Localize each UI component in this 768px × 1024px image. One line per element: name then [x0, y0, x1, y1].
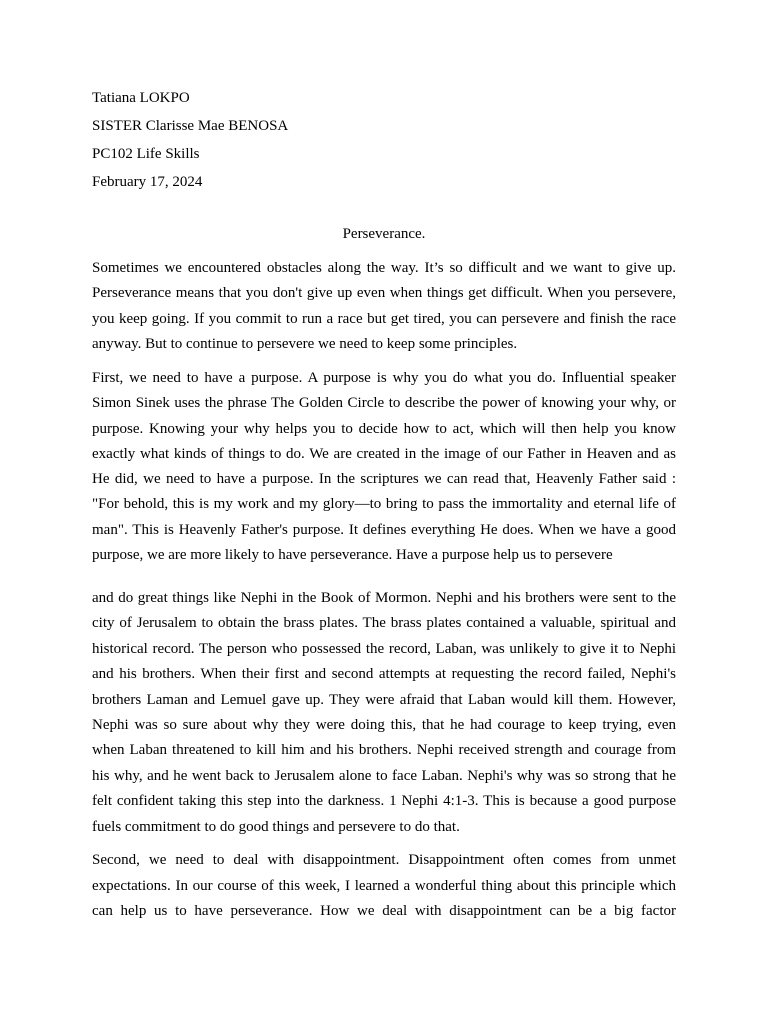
document-date: February 17, 2024 — [92, 174, 203, 190]
body-paragraph-3: and do great things like Nephi in the Book of Mormon. Nephi and his brothers were sent to the city of Jerusalem to obtain the brass plates. The brass plates contained a valuable, spiritual and historical record. The person who possessed the record, Laban, was unlikely to give it to Nephi and his brothers. When their first and second attempts at requesting the record failed, Nephi's brothers Laman and Lemuel gave up. They were afraid that Laban would kill them. However, Nephi was so sure about why they were doing this, that he had courage to keep trying, even when Laban threatened to kill him and his brothers. Nephi received strength and courage from his why, and he went back to Jerusalem alone to face Laban. Nephi's why was so strong that he felt confident taking this step into the darkness. 1 Nephi 4:1-3. This is because a good purpose fuels commitment to do good things and persevere to do that. — [92, 590, 676, 835]
body-paragraph-1: Sometimes we encountered obstacles along the way. It’s so difficult and we want to give up. Perseverance means that you don't give up even when things get difficult. When you persevere, you keep going. If you commit to run a race but get tired, you can persevere and finish the race anyway. But to continue to persevere we need to keep some principles. — [92, 260, 676, 352]
course-name: PC102 Life Skills — [92, 146, 200, 162]
document-header — [92, 84, 682, 196]
student-name: Tatiana LOKPO — [92, 90, 190, 106]
document-title: Perseverance. — [342, 226, 426, 242]
instructor-name: SISTER Clarisse Mae BENOSA — [92, 118, 289, 134]
body-paragraph-4: Second, we need to deal with disappointment. Disappointment often comes from unmet expectations. In our course of this week, I learned a wonderful thing about this principle which can help us to have perseverance. How we deal with disappointment can be a big factor — [92, 852, 676, 919]
body-paragraph-2: First, we need to have a purpose. A purpose is why you do what you do. Influential speaker Simon Sinek uses the phrase The Golden Circle to describe the power of knowing your why, or purpose. Knowing your why helps you to decide how to act, which will then help you know exactly what kinds of things to do. We are created in the image of our Father in Heaven and as He did, we need to have a purpose. In the scriptures we can read that, Heavenly Father said : "For behold, this is my work and my glory—to bring to pass the immortality and eternal life of man". This is Heavenly Father's purpose. It defines everything He does. When we have a good purpose, we are more likely to have perseverance. Have a purpose help us to persevere — [92, 370, 676, 564]
